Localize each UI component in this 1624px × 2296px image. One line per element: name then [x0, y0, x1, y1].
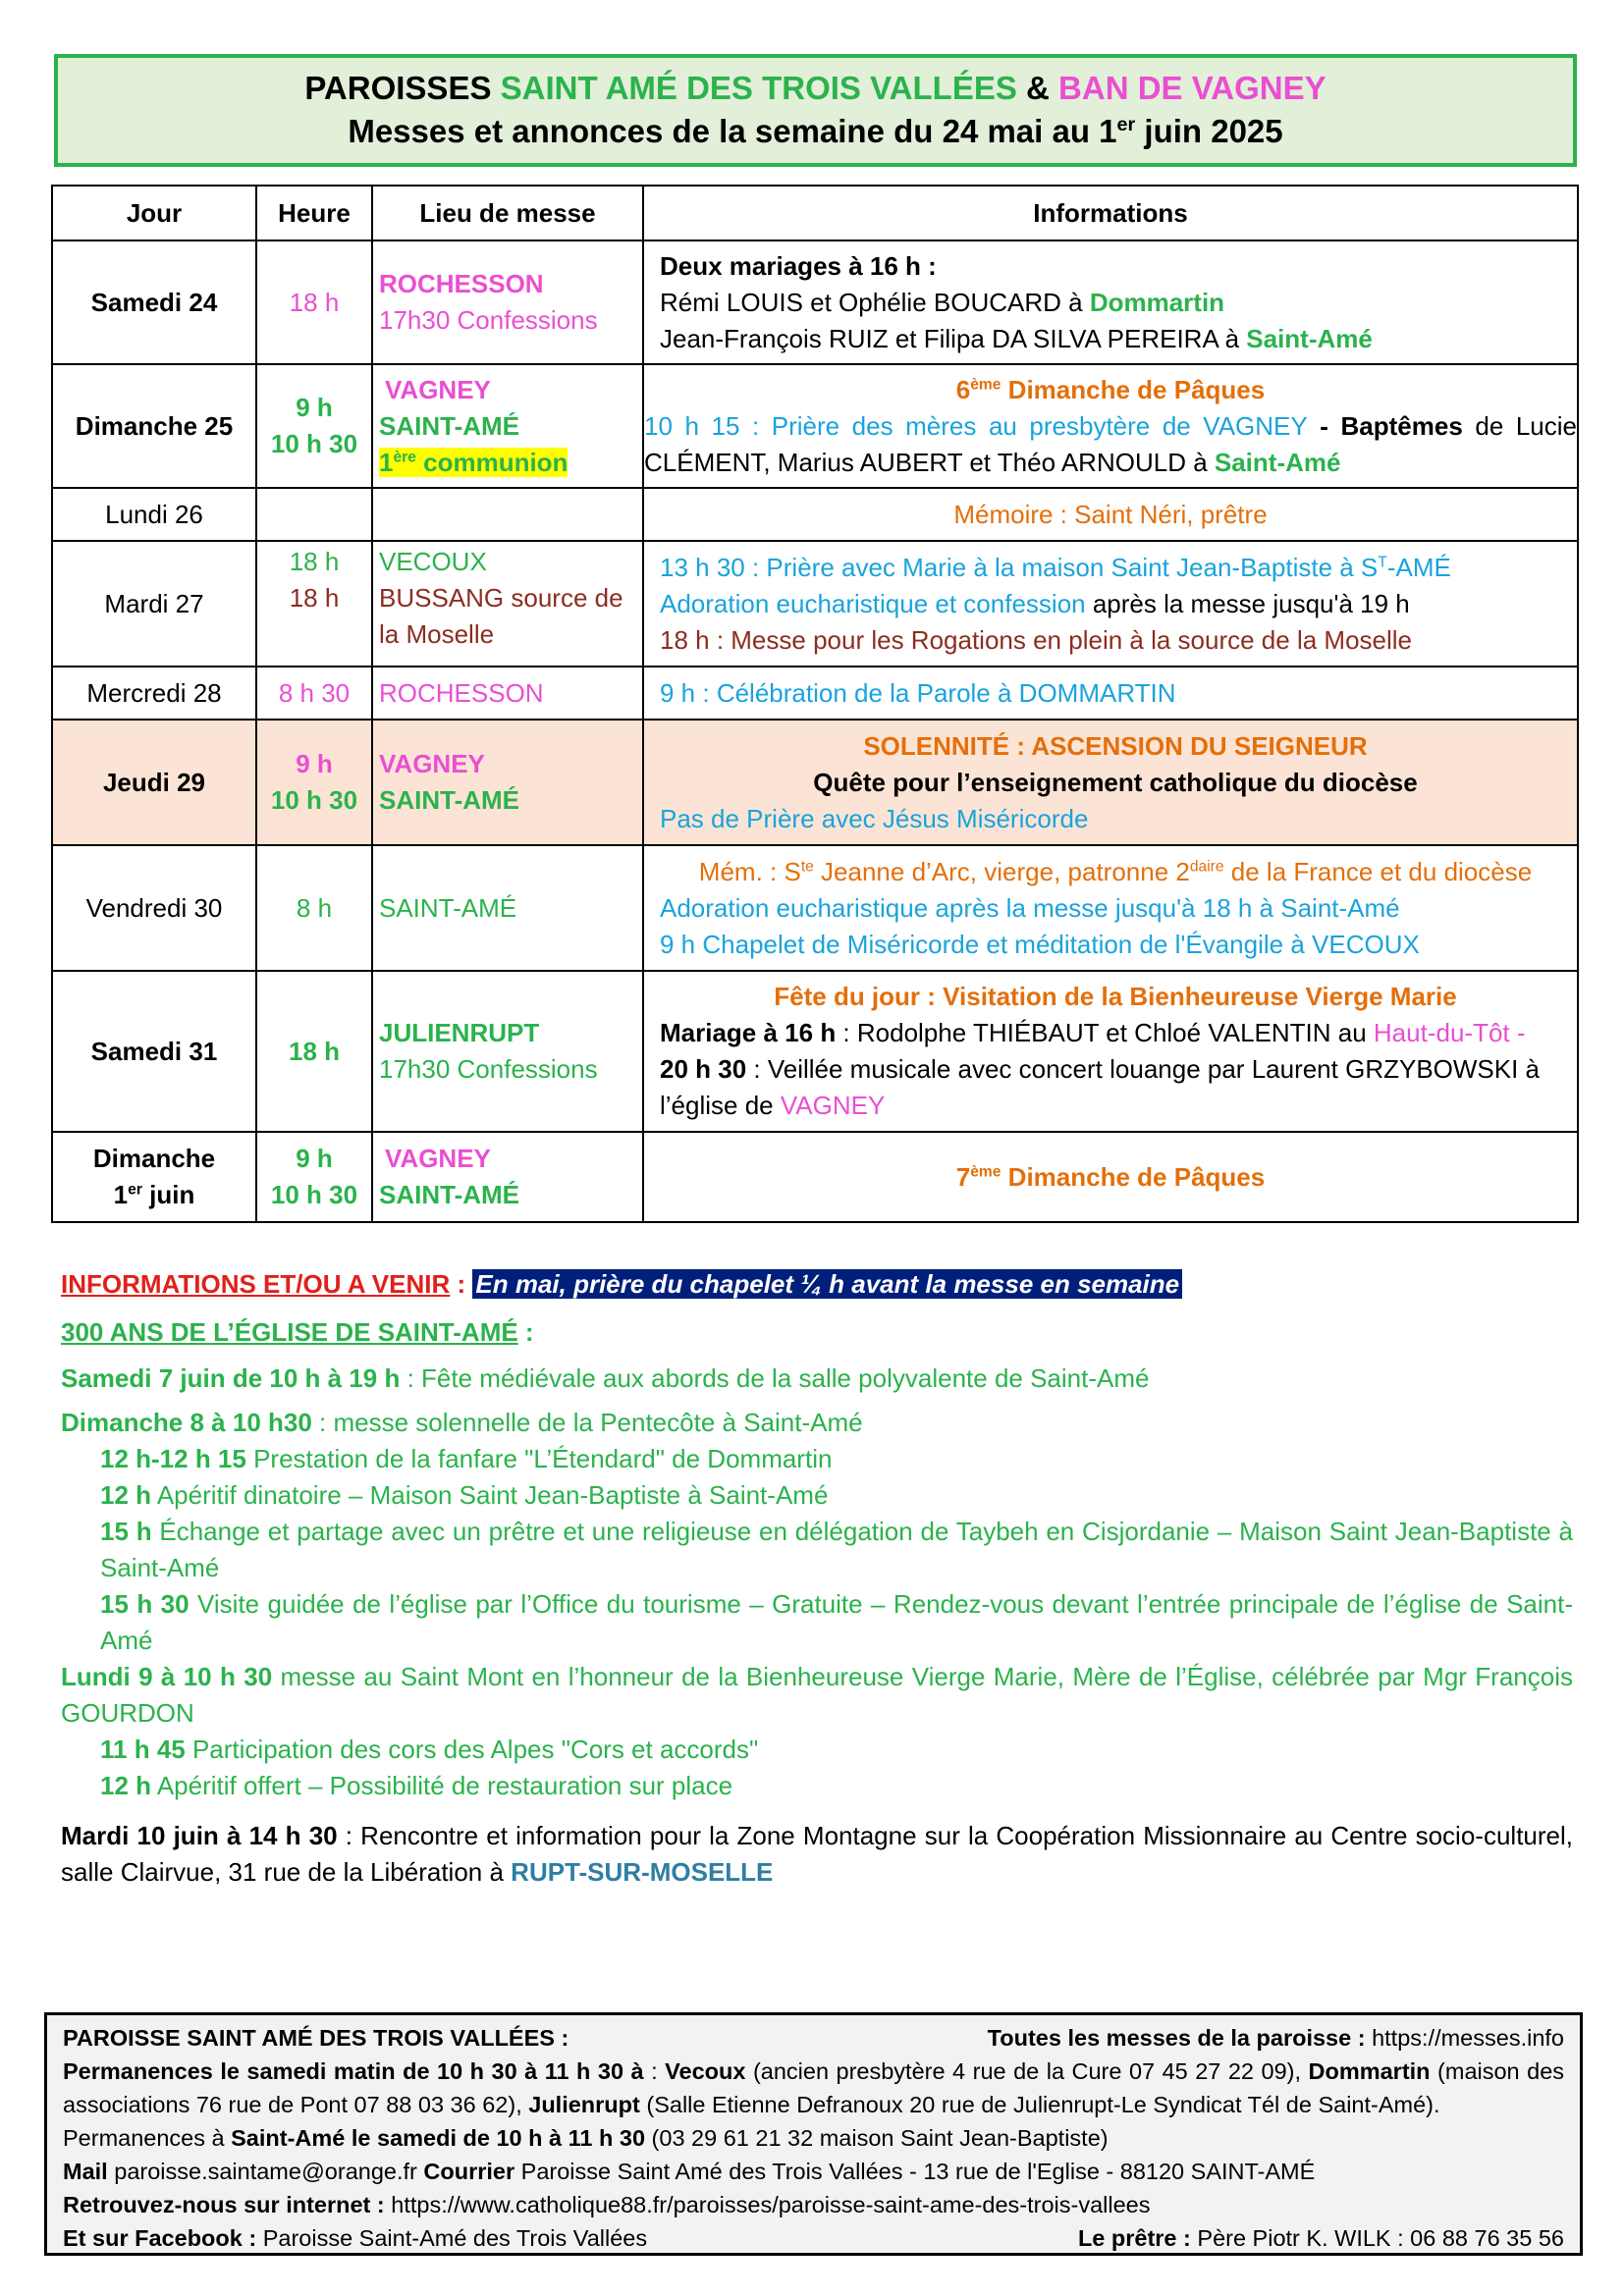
first-communion-highlight — [379, 448, 568, 477]
cell-lieu — [372, 1132, 643, 1222]
anniversary-heading-line — [61, 1314, 1573, 1351]
info-line: Adoration eucharistique après la messe jusqu'à 18 h à Saint-Amé — [660, 892, 1400, 923]
announcement-time: 12 h — [100, 1771, 152, 1800]
lieu-line: 17h30 Confessions — [379, 1054, 598, 1084]
info-text: Baptêmes — [1340, 410, 1463, 441]
announcement-item — [61, 1405, 1573, 1441]
announcement-text: : Rencontre et information pour la Zone Montagne sur la Coopération Missionnaire au Centre socio-culturel, salle Clairvue, 31 rue de la Libération à — [61, 1821, 1573, 1887]
cell-heure — [256, 541, 372, 667]
subtitle-pre: Messes et annonces de la semaine du 24 mai au 1 — [348, 113, 1117, 149]
announcement-item — [61, 1659, 1573, 1732]
footer-place: Vecoux — [665, 2058, 746, 2084]
info-colon: : — [450, 1269, 473, 1299]
cell-heure — [256, 488, 372, 541]
info-heading: INFORMATIONS ET/OU A VENIR — [61, 1269, 451, 1299]
rosary-announcement-box: En mai, prière du chapelet ¼ h avant la messe en semaine — [472, 1269, 1182, 1299]
col-header-jour: Jour — [52, 186, 256, 240]
announcement-subitem — [61, 1514, 1573, 1586]
footer-line — [63, 2055, 1564, 2121]
announcement-subitem — [61, 1586, 1573, 1659]
cell-heure — [256, 364, 372, 488]
lieu-line: 17h30 Confessions — [379, 305, 598, 335]
footer-label: Courrier — [423, 2159, 515, 2184]
lieu-line: VAGNEY — [385, 1144, 491, 1173]
cell-info — [643, 1132, 1578, 1222]
announcement-text: Visite guidée de l’église par l’Office du tourisme – Gratuite – Rendez-vous devant l’entrée principale de l’église de Saint-Amé — [100, 1589, 1574, 1655]
header-title — [58, 70, 1573, 107]
info-line — [660, 586, 1571, 622]
info-line: Deux mariages à 16 h : — [660, 250, 937, 281]
cell-info: 9 h : Célébration de la Parole à DOMMARTIN — [643, 667, 1578, 720]
announcement-text: messe au Saint Mont en l’honneur de la Bienheureuse Vierge Marie, Mère de l’Église, célébrée par Mgr François GOURDON — [61, 1662, 1574, 1728]
footer-label: Toutes les messes de la paroisse : — [987, 2025, 1366, 2051]
cell-lieu — [372, 240, 643, 364]
announcement-text: Participation des cors des Alpes "Cors et accords" — [185, 1735, 759, 1764]
anniversary-colon: : — [517, 1317, 534, 1347]
lieu-line: SAINT-AMÉ — [379, 1180, 519, 1209]
table-row — [52, 1132, 1578, 1222]
footer-text: (ancien presbytère 4 rue de la Cure 07 45 27 22 09), — [745, 2058, 1309, 2084]
info-text: Mém. : S — [698, 856, 801, 886]
cell-info — [643, 845, 1578, 971]
table-row — [52, 240, 1578, 364]
footer-parish-name: PAROISSE SAINT AMÉ DES TROIS VALLÉES : — [63, 2025, 569, 2051]
info-line — [660, 321, 1571, 357]
info-text: 10 h 15 : Prière des mères au presbytère de VAGNEY — [644, 410, 1308, 441]
announcement-subitem — [61, 1768, 1573, 1804]
info-sup: ème — [970, 1162, 1001, 1180]
footer-text: Permanences à — [63, 2125, 232, 2151]
lieu-line: VAGNEY — [385, 374, 491, 404]
title-saint-ame: SAINT AMÉ DES TROIS VALLÉES — [500, 70, 1017, 106]
heure-line: 9 h — [296, 393, 333, 422]
heure-line: 10 h 30 — [270, 785, 358, 815]
footer-text: : — [643, 2058, 666, 2084]
cell-info — [643, 720, 1578, 845]
cell-lieu — [372, 364, 643, 488]
cell-jour: Samedi 24 — [52, 240, 256, 364]
info-line — [660, 1015, 1571, 1051]
info-text: de la France et du diocèse — [1223, 856, 1533, 886]
title-ampersand: & — [1026, 70, 1050, 106]
announcement-text: : messe solennelle de la Pentecôte à Saint-Amé — [311, 1408, 863, 1437]
jour-sup: er — [128, 1181, 142, 1199]
page-header — [54, 54, 1577, 167]
info-text: : Veillée musicale avec concert louange par Laurent GRZYBOWSKI à l’église de — [660, 1054, 1541, 1120]
info-line — [660, 550, 1571, 586]
table-row — [52, 541, 1578, 667]
info-line: 9 h Chapelet de Miséricorde et méditation de l'Évangile à VECOUX — [660, 929, 1420, 959]
footer-text: (Salle Etienne Defranoux 20 rue de Julienrupt-Le Syndicat Tél de Saint-Amé). — [639, 2092, 1440, 2117]
lieu-line — [379, 445, 636, 481]
table-row — [52, 488, 1578, 541]
cell-heure: 18 h — [256, 971, 372, 1132]
cell-jour: Samedi 31 — [52, 971, 256, 1132]
col-header-heure: Heure — [256, 186, 372, 240]
cell-jour: Dimanche 25 — [52, 364, 256, 488]
parish-contact-footer — [44, 2012, 1583, 2256]
lieu-line: SAINT-AMÉ — [379, 410, 519, 441]
announcement-text: Apéritif dinatoire – Maison Saint Jean-Baptiste à Saint-Amé — [151, 1480, 829, 1510]
info-line — [660, 854, 1571, 890]
footer-place: Dommartin — [1308, 2058, 1431, 2084]
cell-info — [643, 364, 1578, 488]
info-text: 7 — [955, 1161, 971, 1192]
footer-priest — [1078, 2221, 1564, 2255]
jour-line: Dimanche — [92, 1144, 216, 1173]
info-place: Dommartin — [1089, 287, 1225, 317]
lieu-sup: ère — [393, 448, 416, 465]
info-text: 13 h 30 : Prière avec Marie à la maison Saint Jean-Baptiste à S — [660, 552, 1379, 582]
announcement-subitem — [61, 1732, 1573, 1768]
lieu-line: ROCHESSON — [379, 269, 544, 298]
info-text: Dimanche de Pâques — [1001, 374, 1266, 404]
announcement-time: 12 h — [100, 1480, 152, 1510]
cell-lieu — [372, 488, 643, 541]
cell-lieu: SAINT-AMÉ — [372, 845, 643, 971]
info-text: Jean-François RUIZ et Filipa DA SILVA PEREIRA à — [660, 323, 1247, 353]
info-text: -AMÉ — [1386, 552, 1451, 582]
footer-link[interactable]: https://www.catholique88.fr/paroisses/paroisse-saint-ame-des-trois-vallees — [384, 2192, 1151, 2217]
table-row — [52, 364, 1578, 488]
info-text: après la messe jusqu'à 19 h — [1085, 588, 1410, 618]
footer-text: Père Piotr K. WILK : 06 88 76 35 56 — [1190, 2225, 1564, 2251]
footer-label: Le prêtre : — [1077, 2225, 1191, 2251]
cell-lieu: ROCHESSON — [372, 667, 643, 720]
title-ban-de-vagney: BAN DE VAGNEY — [1058, 70, 1326, 106]
heure-line: 10 h 30 — [270, 429, 358, 458]
col-header-lieu: Lieu de messe — [372, 186, 643, 240]
jour-line — [59, 1177, 249, 1213]
footer-line — [63, 2188, 1564, 2221]
cell-info: Mémoire : Saint Néri, prêtre — [643, 488, 1578, 541]
info-place: VAGNEY — [780, 1091, 886, 1120]
cell-lieu — [372, 541, 643, 667]
info-text: Jeanne d’Arc, vierge, patronne 2 — [813, 856, 1190, 886]
info-text: 20 h 30 — [660, 1054, 747, 1084]
info-line: Pas de Prière avec Jésus Miséricorde — [660, 803, 1089, 833]
announcement-text: : Fête médiévale aux abords de la salle polyvalente de Saint-Amé — [400, 1363, 1150, 1393]
info-line — [660, 1051, 1571, 1124]
heure-line: 18 h — [289, 547, 340, 576]
info-text: - — [1307, 410, 1341, 441]
footer-label: Retrouvez-nous sur internet : — [63, 2192, 385, 2217]
cell-info — [643, 541, 1578, 667]
announcement-subitem — [61, 1477, 1573, 1514]
heure-line: 10 h 30 — [270, 1180, 358, 1209]
cell-jour: Jeudi 29 — [52, 720, 256, 845]
info-line — [660, 285, 1571, 321]
cell-lieu — [372, 720, 643, 845]
table-row — [52, 720, 1578, 845]
footer-line — [63, 2021, 1564, 2055]
footer-text: (maison des associations 76 rue de Pont 07 88 03 36 62), — [63, 2058, 1565, 2117]
cell-jour — [52, 1132, 256, 1222]
info-heading-line — [61, 1266, 1573, 1303]
cell-jour: Mardi 27 — [52, 541, 256, 667]
announcement-text: Apéritif offert – Possibilité de restauration sur place — [151, 1771, 733, 1800]
announcement-date: Samedi 7 juin de 10 h à 19 h — [61, 1363, 401, 1393]
title-paroisses: PAROISSES — [304, 70, 492, 106]
info-place: Haut-du-Tôt - — [1373, 1018, 1526, 1047]
info-line: SOLENNITÉ : ASCENSION DU SEIGNEUR — [863, 730, 1368, 761]
info-text: Dimanche de Pâques — [1001, 1161, 1266, 1192]
announcement-date: Mardi 10 juin à 14 h 30 — [61, 1821, 338, 1850]
heure-line: 9 h — [296, 749, 333, 778]
lieu-line: VECOUX — [379, 547, 487, 576]
jour-text: juin — [141, 1180, 195, 1209]
cell-jour: Mercredi 28 — [52, 667, 256, 720]
cell-heure — [256, 720, 372, 845]
header-subtitle — [58, 113, 1573, 150]
anniversary-heading: 300 ANS DE L’ÉGLISE DE SAINT-AMÉ — [61, 1317, 518, 1347]
subtitle-sup: er — [1116, 114, 1136, 135]
schedule-table — [51, 185, 1579, 1223]
cell-info — [643, 240, 1578, 364]
announcement-time: 15 h — [100, 1517, 152, 1546]
info-sup: ème — [970, 375, 1001, 393]
announcement-time: 15 h 30 — [100, 1589, 189, 1619]
info-line: Fête du jour : Visitation de la Bienheureuse Vierge Marie — [774, 982, 1457, 1011]
cell-heure: 8 h — [256, 845, 372, 971]
info-text: 6 — [955, 374, 971, 404]
footer-line — [63, 2121, 1564, 2155]
table-header-row — [52, 186, 1578, 240]
subtitle-post: juin 2025 — [1135, 113, 1283, 149]
footer-text: (03 29 61 21 32 maison Saint Jean-Baptiste) — [645, 2125, 1109, 2151]
info-sup: daire — [1189, 857, 1224, 875]
info-line: 18 h : Messe pour les Rogations en plein à la source de la Moselle — [660, 624, 1412, 655]
announcement-date: Lundi 9 à 10 h 30 — [61, 1662, 273, 1691]
lieu-line: JULIENRUPT — [379, 1018, 540, 1047]
lieu-text: 1 — [379, 447, 394, 477]
footer-text: Paroisse Saint-Amé des Trois Vallées — [256, 2225, 648, 2251]
info-text: : Rodolphe THIÉBAUT et Chloé VALENTIN au — [836, 1018, 1374, 1047]
table-row — [52, 845, 1578, 971]
col-header-informations: Informations — [643, 186, 1578, 240]
announcement-place: RUPT-SUR-MOSELLE — [511, 1857, 774, 1887]
cell-heure: 8 h 30 — [256, 667, 372, 720]
table-row — [52, 971, 1578, 1132]
cell-jour: Lundi 26 — [52, 488, 256, 541]
announcement-text: Prestation de la fanfare "L’Étendard" de Dommartin — [245, 1444, 833, 1473]
heure-line: 9 h — [296, 1144, 333, 1173]
info-text: de Lucie CLÉMENT, Marius AUBERT et Théo ARNOULD à — [644, 410, 1578, 477]
announcement-item — [61, 1361, 1573, 1397]
info-line — [644, 372, 1577, 408]
cell-heure: 18 h — [256, 240, 372, 364]
info-sup: T — [1378, 553, 1387, 570]
info-sup: te — [800, 857, 814, 875]
footer-line — [63, 2221, 1564, 2255]
info-place: Saint-Amé — [1246, 323, 1373, 353]
announcement-date: Dimanche 8 à 10 h30 — [61, 1408, 312, 1437]
footer-label: Saint-Amé le samedi de 10 h à 11 h 30 — [231, 2125, 646, 2151]
cell-info — [643, 971, 1578, 1132]
info-place: Saint-Amé — [1214, 447, 1341, 477]
lieu-line: VAGNEY — [379, 749, 485, 778]
heure-line: 18 h — [289, 583, 340, 613]
info-text: Adoration eucharistique et confession — [660, 588, 1086, 618]
announcement-item — [61, 1818, 1573, 1891]
table-row — [52, 667, 1578, 720]
announcement-time: 12 h-12 h 15 — [100, 1444, 246, 1473]
cell-jour: Vendredi 30 — [52, 845, 256, 971]
info-line — [644, 408, 1577, 481]
footer-line — [63, 2155, 1564, 2188]
footer-label: Mail — [63, 2159, 108, 2184]
cell-heure — [256, 1132, 372, 1222]
announcements-section — [61, 1266, 1573, 1891]
footer-label: Et sur Facebook : — [63, 2225, 257, 2251]
footer-text: Paroisse Saint Amé des Trois Vallées - 13 rue de l'Eglise - 88120 SAINT-AMÉ — [514, 2159, 1316, 2184]
footer-messes-info — [988, 2021, 1564, 2055]
announcement-subitem — [61, 1441, 1573, 1477]
footer-link[interactable]: https://messes.info — [1365, 2025, 1564, 2051]
footer-place: Julienrupt — [528, 2092, 640, 2117]
announcement-text: Échange et partage avec un prêtre et une religieuse en délégation de Taybeh en Cisjordanie – Maison Saint Jean-Baptiste à Saint-Amé — [100, 1517, 1573, 1582]
announcement-time: 11 h 45 — [100, 1735, 186, 1764]
jour-text: 1 — [113, 1180, 129, 1209]
info-text: Mariage à 16 h — [660, 1018, 837, 1047]
cell-lieu — [372, 971, 643, 1132]
lieu-line: SAINT-AMÉ — [379, 785, 519, 815]
lieu-text: communion — [415, 447, 568, 477]
info-line: Quête pour l’enseignement catholique du diocèse — [813, 767, 1418, 797]
footer-label: Permanences le samedi matin de 10 h 30 à 11 h 30 à — [63, 2058, 644, 2084]
lieu-line: BUSSANG source de la Moselle — [379, 583, 623, 649]
info-text: Rémi LOUIS et Ophélie BOUCARD à — [660, 287, 1090, 317]
footer-email[interactable]: paroisse.saintame@orange.fr — [107, 2159, 424, 2184]
